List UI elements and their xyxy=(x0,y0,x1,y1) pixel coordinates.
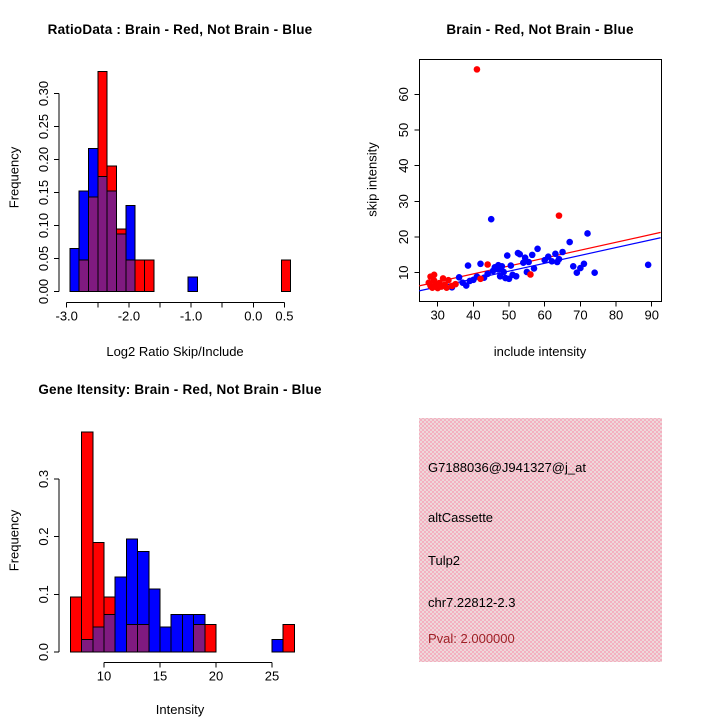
hist-bar-overlap xyxy=(116,234,125,291)
svg-text:0.1: 0.1 xyxy=(36,585,51,604)
intensity-scatter-points-red xyxy=(425,66,562,291)
hist-bar-overlap xyxy=(88,197,97,291)
scatter-point-blue xyxy=(534,246,541,253)
hist-bar-overlap xyxy=(107,191,116,291)
svg-text:0.00: 0.00 xyxy=(36,278,51,305)
scatter-title: Brain - Red, Not Brain - Blue xyxy=(446,22,634,37)
svg-text:60: 60 xyxy=(396,87,411,102)
hist-bar-blue xyxy=(171,614,182,652)
svg-text:0.20: 0.20 xyxy=(36,146,51,173)
hist-bar-overlap xyxy=(138,624,149,652)
hist-bar-red xyxy=(82,432,93,652)
svg-text:30: 30 xyxy=(396,194,411,209)
scatter-point-blue xyxy=(500,269,507,276)
scatter-point-red xyxy=(452,281,459,288)
svg-text:10: 10 xyxy=(396,265,411,280)
svg-text:30: 30 xyxy=(430,307,445,323)
scatter-ylabel: skip intensity xyxy=(364,142,380,217)
locus: chr7.22812-2.3 xyxy=(428,595,516,610)
svg-text:0.05: 0.05 xyxy=(36,245,51,272)
scatter-point-red xyxy=(484,261,491,268)
hist-bar-blue xyxy=(70,249,79,292)
svg-text:50: 50 xyxy=(396,122,411,138)
svg-text:0.0: 0.0 xyxy=(244,308,263,324)
scatter-point-blue xyxy=(465,262,472,269)
scatter-xlabel: include intensity xyxy=(493,344,587,359)
scatter-point-blue xyxy=(556,256,563,263)
svg-text:20: 20 xyxy=(396,229,411,245)
gene-histogram-ylabel: Frequency xyxy=(6,509,22,572)
svg-text:15: 15 xyxy=(152,668,168,684)
svg-text:0.3: 0.3 xyxy=(36,469,51,488)
scatter-point-blue xyxy=(559,249,566,256)
hist-bar-blue xyxy=(188,277,197,292)
hist-bar-blue xyxy=(149,589,160,652)
probe-id: G7188036@J941327@j_at xyxy=(428,460,586,475)
scatter-point-blue xyxy=(591,269,598,276)
hist-bar-overlap xyxy=(104,614,115,652)
svg-text:50: 50 xyxy=(501,307,517,323)
scatter-point-red xyxy=(474,66,481,73)
ratio-histogram-bars xyxy=(70,72,291,292)
svg-text:-3.0: -3.0 xyxy=(55,308,78,324)
hist-bar-overlap xyxy=(194,624,205,652)
hist-bar-red xyxy=(144,260,153,292)
hist-bar-overlap xyxy=(126,260,135,292)
scatter-point-blue xyxy=(529,252,536,259)
gene-name: Tulp2 xyxy=(428,553,461,568)
svg-text:-1.0: -1.0 xyxy=(179,308,203,324)
hist-bar-overlap xyxy=(79,260,88,292)
ratio-histogram-ylabel: Frequency xyxy=(6,146,22,209)
svg-text:70: 70 xyxy=(573,307,588,323)
hist-bar-overlap xyxy=(82,639,93,652)
pval: Pval: 2.000000 xyxy=(428,631,515,646)
scatter-point-blue xyxy=(499,263,506,270)
hist-bar-blue xyxy=(182,614,193,652)
hist-bar-red xyxy=(281,260,290,292)
gene-intensity-histogram-bars xyxy=(70,432,294,652)
svg-text:80: 80 xyxy=(608,307,624,323)
scatter-point-red xyxy=(445,277,452,284)
scatter-point-blue xyxy=(508,262,515,269)
svg-text:40: 40 xyxy=(466,307,481,323)
scatter-point-red xyxy=(477,275,484,282)
regression-line-red xyxy=(419,232,660,286)
svg-text:10: 10 xyxy=(96,668,112,684)
ratio-histogram-xlabel: Log2 Ratio Skip/Include xyxy=(106,344,244,359)
scatter-point-red xyxy=(431,272,438,279)
scatter-point-red xyxy=(527,271,534,278)
hist-bar-overlap xyxy=(126,624,137,652)
hist-bar-red xyxy=(205,624,216,652)
svg-text:20: 20 xyxy=(208,668,224,684)
hist-bar-red xyxy=(283,624,294,652)
hist-bar-blue xyxy=(115,577,126,652)
svg-text:0.30: 0.30 xyxy=(36,80,51,107)
svg-text:-2.0: -2.0 xyxy=(117,308,141,324)
hist-bar-overlap xyxy=(93,627,104,652)
scatter-point-blue xyxy=(488,216,495,223)
scatter-point-blue xyxy=(525,259,532,266)
scatter-point-blue xyxy=(584,230,591,237)
svg-text:60: 60 xyxy=(537,307,552,323)
svg-text:25: 25 xyxy=(264,668,280,684)
scatter-point-red xyxy=(556,212,563,219)
scatter-point-blue xyxy=(477,260,484,267)
svg-text:0.15: 0.15 xyxy=(36,179,51,206)
scatter-point-blue xyxy=(566,239,573,246)
svg-text:40: 40 xyxy=(396,158,411,173)
ratio-histogram-title: RatioData : Brain - Red, Not Brain - Blue xyxy=(47,22,313,37)
svg-text:0.10: 0.10 xyxy=(36,212,51,239)
intensity-scatter-axes xyxy=(414,59,661,306)
scatter-point-blue xyxy=(531,265,538,272)
hist-bar-blue xyxy=(160,627,171,652)
scatter-point-blue xyxy=(570,263,577,270)
splice-type: altCassette xyxy=(428,510,494,525)
hist-bar-blue xyxy=(272,639,283,652)
scatter-point-blue xyxy=(513,273,520,280)
svg-text:0.25: 0.25 xyxy=(36,113,51,140)
gene-info-panel xyxy=(419,418,662,662)
svg-text:0.2: 0.2 xyxy=(36,527,51,546)
scatter-point-blue xyxy=(581,260,588,267)
scatter-point-blue xyxy=(645,262,652,269)
hist-bar-red xyxy=(70,597,81,652)
svg-text:0.5: 0.5 xyxy=(275,308,294,324)
svg-text:90: 90 xyxy=(644,307,659,323)
svg-text:0.0: 0.0 xyxy=(36,642,51,662)
gene-histogram-title: Gene Itensity: Brain - Red, Not Brain - Blue xyxy=(38,382,322,397)
hist-bar-red xyxy=(135,260,144,292)
hist-bar-overlap xyxy=(98,177,107,292)
scatter-point-blue xyxy=(504,252,511,259)
gene-histogram-xlabel: Intensity xyxy=(155,702,205,717)
